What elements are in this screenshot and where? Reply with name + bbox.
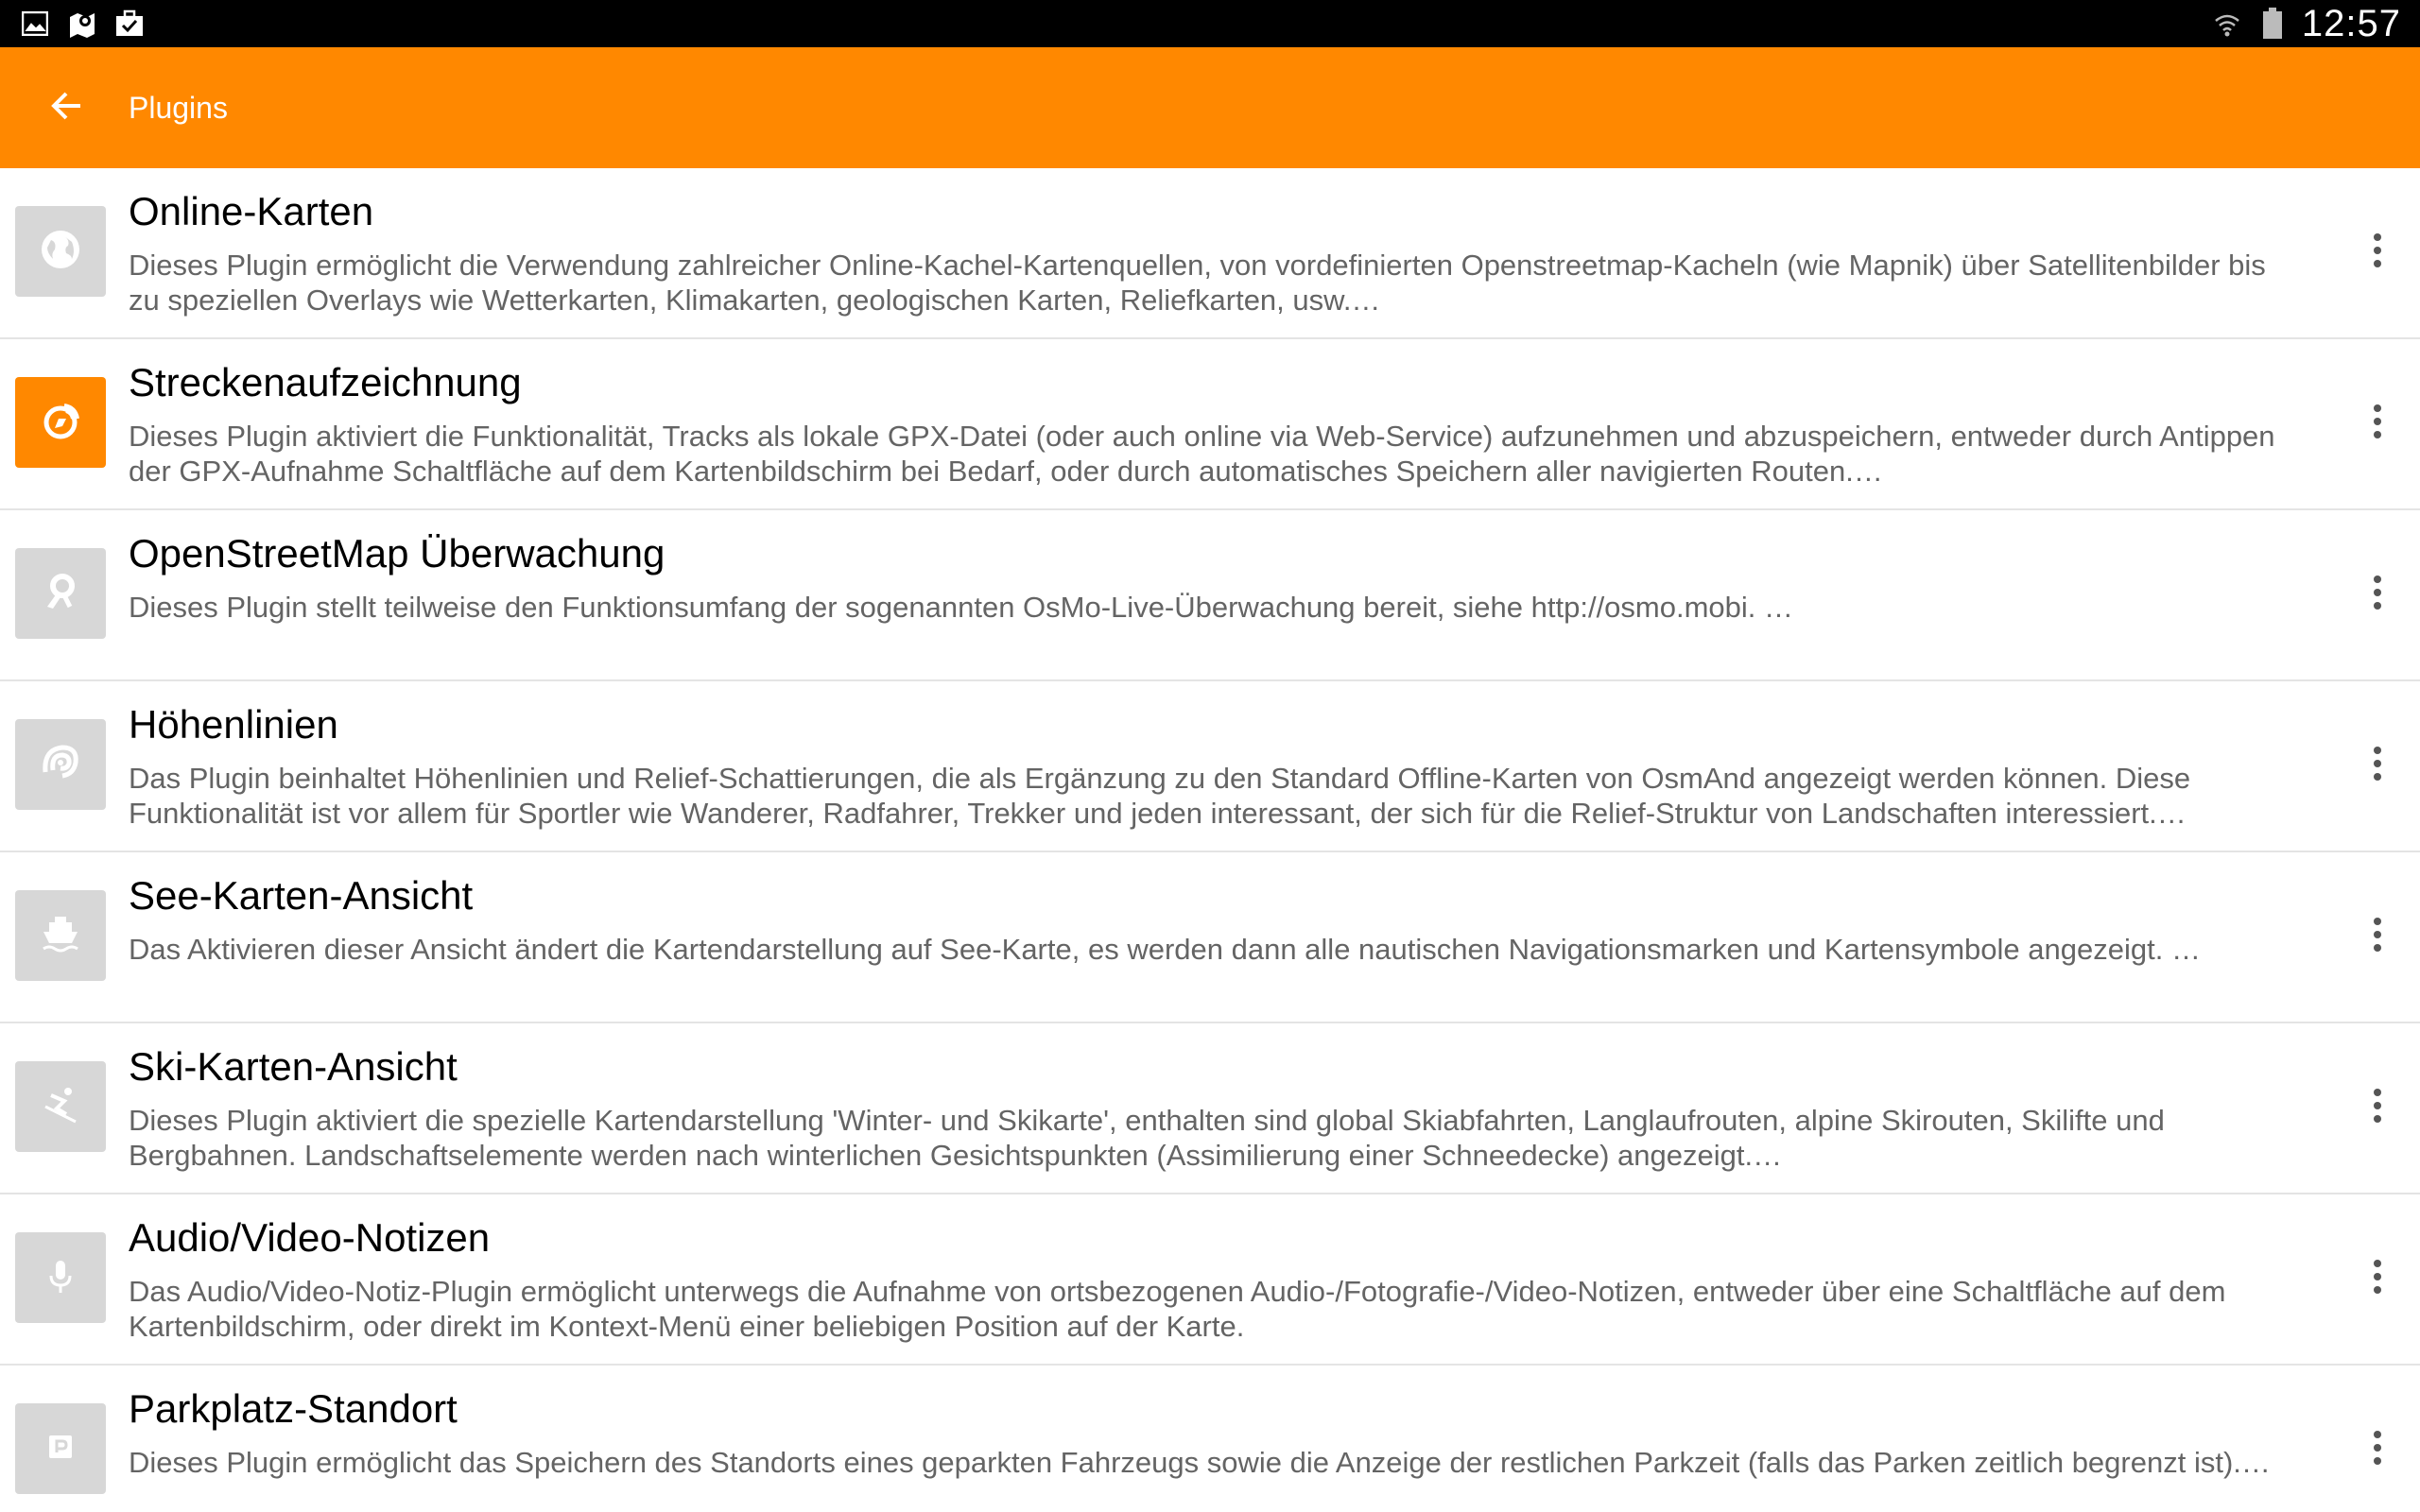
microphone-icon — [38, 1253, 83, 1303]
app-bar — [0, 47, 2420, 168]
briefcase-check-icon — [113, 8, 146, 40]
plugin-description: Dieses Plugin ermöglicht die Verwendung zahlreicher Online-Kachel-Kartenquellen, von vordefinierten Openstreetmap-Kacheln (wie Mapnik) über Satellitenbilder bis zu speziellen Overlays wie Wetterkarten, Klimakarten, geologischen Karten, Reliefkarten, usw.… — [129, 249, 2266, 317]
contour-lines-icon — [38, 740, 83, 790]
plugin-description: Das Plugin beinhaltet Höhenlinien und Relief-Schattierungen, die als Ergänzung zu den Standard Offline-Karten von OsmAnd angezeigt werden können. Diese Funktionalität ist vor allem für Sportler wie Wanderer, Radfahrer, Trekker und jeden interessant, der sich für die Relief-Struktur von Landschaften interessiert.… — [129, 762, 2191, 830]
track-record-icon — [38, 398, 83, 448]
plugin-row-audio-video[interactable] — [0, 1194, 2420, 1366]
plugin-description: Das Audio/Video-Notiz-Plugin ermöglicht unterwegs die Aufnahme von ortsbezogenen Audio-/Fotografie-/Video-Notizen, entweder über eine Schaltfläche auf dem Kartenbildschirm, oder direkt im Kontext-Menü einer beliebigen Position auf der Karte. — [129, 1275, 2226, 1343]
plugin-title: Audio/Video-Notizen — [129, 1215, 491, 1260]
more-vertical-icon — [2374, 747, 2381, 781]
plugin-icon-container[interactable] — [15, 548, 106, 639]
status-bar — [0, 0, 2420, 47]
plugin-overflow-menu-button[interactable] — [2344, 902, 2411, 968]
plugin-icon-container[interactable] — [15, 377, 106, 468]
status-clock: 12:57 — [2301, 2, 2401, 44]
arrow-left-icon — [50, 89, 84, 128]
skier-icon — [38, 1082, 83, 1132]
plugin-row-parkplatz[interactable] — [0, 1366, 2420, 1512]
plugin-title: See-Karten-Ansicht — [129, 873, 474, 918]
plugin-title: Ski-Karten-Ansicht — [129, 1044, 458, 1089]
plugin-list — [0, 168, 2420, 1512]
status-left-icons — [19, 8, 146, 40]
plugin-description: Dieses Plugin ermöglicht das Speichern des Standorts eines geparkten Fahrzeugs sowie die Anzeige der restlichen Parkzeit (falls das Parken zeitlich begrenzt ist).… — [129, 1446, 2271, 1479]
plugin-overflow-menu-button[interactable] — [2344, 559, 2411, 626]
plugin-description: Dieses Plugin aktiviert die Funktionalität, Tracks als lokale GPX-Datei (oder auch online via Web-Service) aufzunehmen und abzuspeichern, entweder durch Antippen der GPX-Aufnahme Schaltfläche auf dem Kartenbildschirm bei Bedarf, oder durch automatisches Speichern aller navigierten Routen.… — [129, 420, 2275, 488]
plugin-title: OpenStreetMap Überwachung — [129, 531, 666, 576]
plugin-description: Das Aktivieren dieser Ansicht ändert die Kartendarstellung auf See-Karte, es werden dann alle nautischen Navigationsmarken und Kartensymbole angezeigt. … — [129, 933, 2201, 966]
plugin-row-ski-karten[interactable] — [0, 1023, 2420, 1194]
parking-icon — [38, 1424, 83, 1474]
plugin-icon-container[interactable] — [15, 1403, 106, 1494]
plugin-icon-container[interactable] — [15, 1232, 106, 1323]
plugin-row-hoehenlinien[interactable] — [0, 681, 2420, 852]
more-vertical-icon — [2374, 233, 2381, 267]
osmo-monitoring-icon — [38, 569, 83, 619]
plugin-title: Parkplatz-Standort — [129, 1386, 458, 1431]
map-pin-icon — [66, 8, 98, 40]
status-right-icons — [2211, 3, 2401, 45]
plugin-overflow-menu-button[interactable] — [2344, 1244, 2411, 1310]
plugin-overflow-menu-button[interactable] — [2344, 217, 2411, 284]
plugin-title: Online-Karten — [129, 189, 374, 233]
plugin-description: Dieses Plugin aktiviert die spezielle Kartendarstellung 'Winter- und Skikarte', enthalten sind global Skiabfahrten, Langlaufrouten, alpine Skirouten, Skilifte und Bergbahnen. Landschaftselemente werden nach winterlichen Gesichtspunkten (Assimilierung einer Schneedecke) angezeigt.… — [129, 1104, 2165, 1172]
more-vertical-icon — [2374, 1260, 2381, 1294]
plugin-icon-container[interactable] — [15, 1061, 106, 1152]
more-vertical-icon — [2374, 404, 2381, 438]
gallery-icon — [19, 8, 51, 40]
plugin-overflow-menu-button[interactable] — [2344, 1073, 2411, 1139]
plugin-icon-container[interactable] — [15, 206, 106, 297]
plugin-description: Dieses Plugin stellt teilweise den Funktionsumfang der sogenannten OsMo-Live-Überwachung bereit, siehe http://osmo.mobi. … — [129, 591, 1794, 624]
globe-icon — [38, 227, 83, 277]
plugin-overflow-menu-button[interactable] — [2344, 1415, 2411, 1481]
plugin-row-see-karten[interactable] — [0, 852, 2420, 1023]
battery-icon — [2256, 8, 2289, 40]
plugin-icon-container[interactable] — [15, 719, 106, 810]
plugin-overflow-menu-button[interactable] — [2344, 388, 2411, 455]
more-vertical-icon — [2374, 918, 2381, 952]
page-title: Plugins — [129, 90, 228, 125]
more-vertical-icon — [2374, 576, 2381, 610]
plugin-row-osm-ueberwachung[interactable] — [0, 510, 2420, 681]
plugin-icon-container[interactable] — [15, 890, 106, 981]
plugin-row-streckenaufzeichnung[interactable] — [0, 339, 2420, 510]
back-button[interactable] — [34, 75, 100, 141]
wifi-icon — [2211, 8, 2243, 40]
more-vertical-icon — [2374, 1089, 2381, 1123]
plugin-row-online-karten[interactable] — [0, 168, 2420, 339]
plugin-title: Höhenlinien — [129, 702, 338, 747]
ship-icon — [38, 911, 83, 961]
plugin-title: Streckenaufzeichnung — [129, 360, 522, 404]
plugin-overflow-menu-button[interactable] — [2344, 730, 2411, 797]
more-vertical-icon — [2374, 1431, 2381, 1465]
